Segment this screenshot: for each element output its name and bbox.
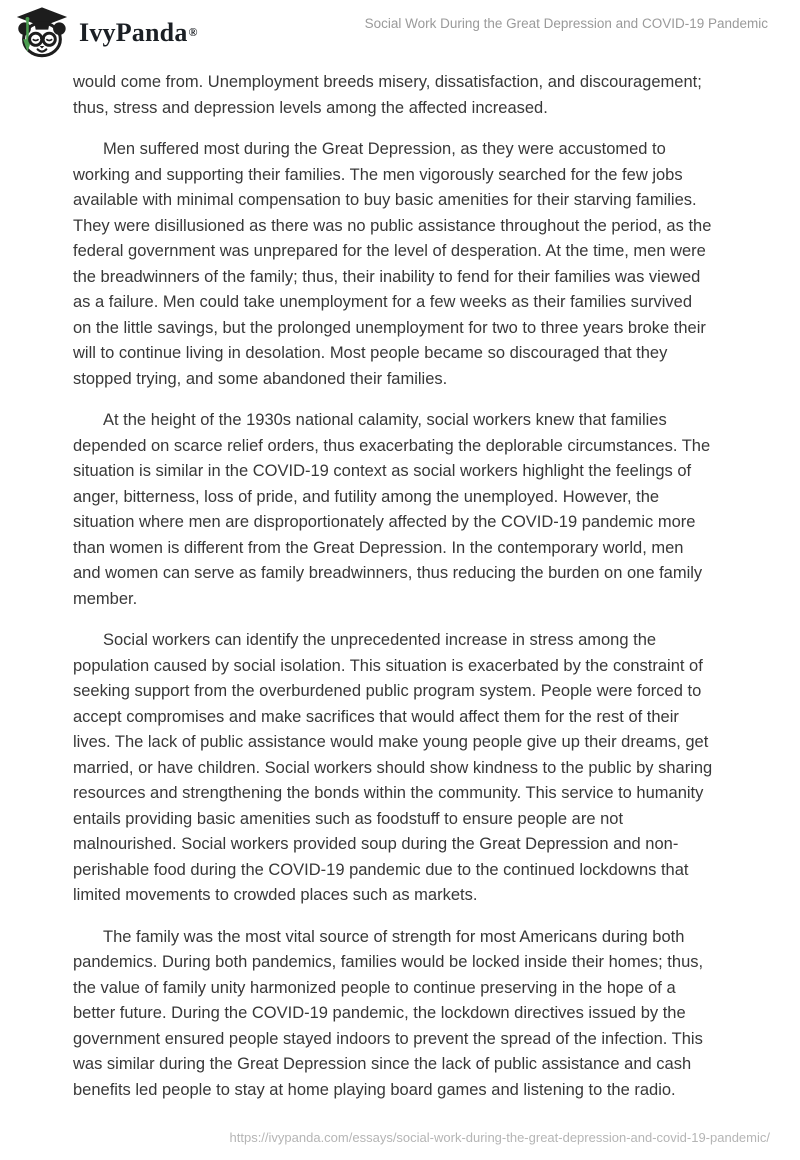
essay-body bbox=[73, 70, 713, 1119]
paragraph-2: Men suffered most during the Great Depression, as they were accustomed to working and supporting their families. The men vigorously searched for the few jobs available with minimal compensation to buy basic amenities for their starving families. They were disillusioned as there was no public assistance throughout the period, as the federal government was unprepared for the level of desperation. At the time, men were the breadwinners of the family; thus, their inability to fend for their families was viewed as a failure. Men could take unemployment for a few weeks as their families survived on the little savings, but the prolonged unemployment for two to three years broke their will to continue living in desolation. Most people became so discouraged that they stopped trying, and some abandoned their families. bbox=[73, 140, 712, 388]
registered-trademark: ® bbox=[188, 25, 198, 39]
page-footer bbox=[0, 1122, 800, 1160]
source-url: https://ivypanda.com/essays/social-work-during-the-great-depression-and-covid-19-pandemic/ bbox=[229, 1130, 770, 1145]
paragraph-5: The family was the most vital source of strength for most Americans during both pandemics. During both pandemics, families would be locked inside their homes; thus, the value of family unity harmonized people to continue preserving in the hope of a better future. During the COVID-19 pandemic, the lockdown directives issued by the government ensured people stayed indoors to prevent the spread of the infection. This was similar during the Great Depression since the lack of public assistance and cash benefits led people to stay at home playing board games and listening to the radio. bbox=[73, 927, 704, 1099]
document-title: Social Work During the Great Depression and COVID-19 Pandemic bbox=[364, 16, 768, 31]
ivypanda-logo bbox=[12, 6, 198, 59]
page-header bbox=[0, 0, 800, 64]
panda-graduation-cap-icon bbox=[12, 6, 70, 59]
paragraph-1: would come from. Unemployment breeds misery, dissatisfaction, and discouragement; thus, stress and depression levels among the affected increased. bbox=[73, 73, 702, 117]
paragraph-4: Social workers can identify the unprecedented increase in stress among the population caused by social isolation. This situation is exacerbated by the constraint of seeking support from the overburdened public program system. People were forced to accept compromises and make sacrifices that would affect them for the rest of their lives. The lack of public assistance would make young people give up their dreams, get married, or have children. Social workers should show kindness to the public by sharing resources and strengthening the bonds within the community. This service to humanity entails providing basic amenities such as foodstuff to ensure people are not malnourished. Social workers provided soup during the Great Depression and non-perishable food during the COVID-19 pandemic due to the continued lockdowns that limited movements to crowded places such as markets. bbox=[73, 631, 713, 904]
paragraph-3: At the height of the 1930s national calamity, social workers knew that families depended on scarce relief orders, thus exacerbating the deplorable circumstances. The situation is similar in the COVID-19 context as social workers highlight the feelings of anger, bitterness, loss of pride, and futility among the unemployed. However, the situation where men are disproportionately affected by the COVID-19 pandemic more than women is different from the Great Depression. In the contemporary world, men and women can serve as family breadwinners, thus reducing the burden on one family member. bbox=[73, 411, 711, 608]
brand-name: IvyPanda bbox=[79, 17, 188, 47]
